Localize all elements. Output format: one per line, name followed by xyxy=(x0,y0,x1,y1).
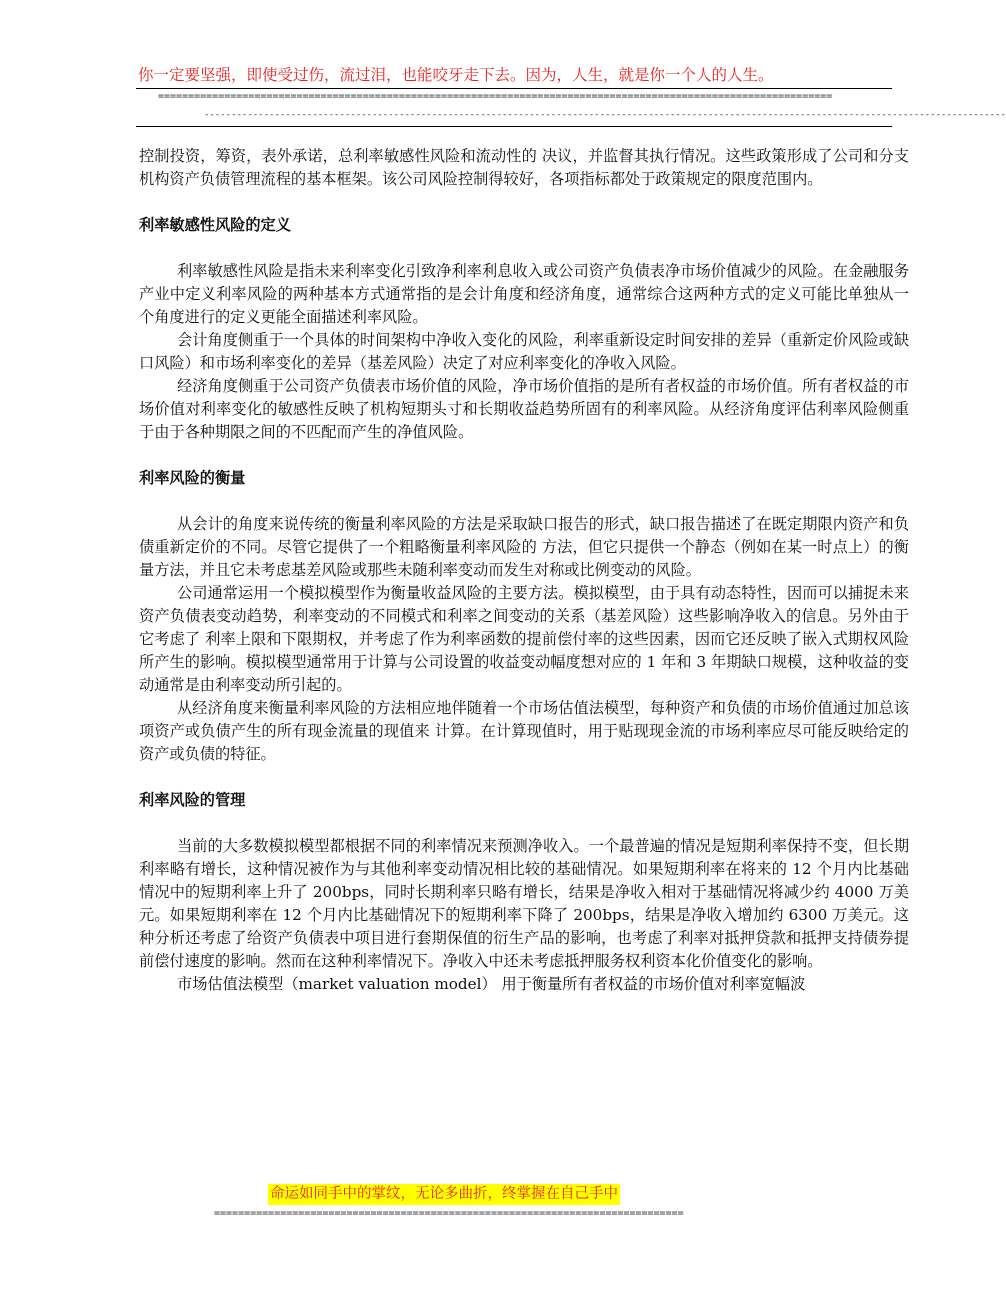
header-equals-divider: ================================================================================================================ xyxy=(158,91,833,102)
paragraph: 会计角度侧重于一个具体的时间架构中净收入变化的风险，利率重新设定时间安排的差异（重新定价风险或缺口风险）和市场利率变化的差异（基差风险）决定了对应利率变化的净收入风险。 xyxy=(139,331,909,372)
paragraph: 市场估值法模型（market valuation model） 用于衡量所有者权益的市场价值对利率宽幅波 xyxy=(177,975,806,993)
header-rule-top xyxy=(136,88,892,89)
header-rule-bottom xyxy=(136,126,892,127)
paragraph: 从经济角度来衡量利率风险的方法相应地伴随着一个市场估值法模型，每种资产和负债的市场价值通过加总该项资产或负债产生的所有现金流量的现值来 计算。在计算现值时，用于贴现现金流的市场利率应尽可能反映给定的资产或负债的特征。 xyxy=(139,699,909,763)
paragraph: 利率敏感性风险是指未来利率变化引致净利率利息收入或公司资产负债表净市场价值减少的风险。在金融服务产业中定义利率风险的两种基本方式通常指的是会计角度和经济角度，通常综合这两种方式的定义可能比单独从一个角度进行的定义更能全面描述利率风险。 xyxy=(139,262,909,326)
paragraph: 经济角度侧重于公司资产负债表市场价值的风险，净市场价值指的是所有者权益的市场价值。所有者权益的市场价值对利率变化的敏感性反映了机构短期头寸和长期收益趋势所固有的利率风险。从经济角度评估利率风险侧重于由于各种期限之间的不匹配而产生的净值风险。 xyxy=(139,377,909,441)
header-dash-divider: ---------------------------------------------------------------------------------------------------------------------------------------------------- xyxy=(204,110,1006,120)
paragraph: 从会计的角度来说传统的衡量利率风险的方法是采取缺口报告的形式，缺口报告描述了在既定期限内资产和负债重新定价的不同。尽管它提供了一个粗略衡量利率风险的 方法，但它只提供一个静态（例如在某一时点上）的衡量方法，并且它未考虑基差风险或那些未随利率变动而发生对称或比例变动的风险。 xyxy=(139,515,909,579)
paragraph: 公司通常运用一个模拟模型作为衡量收益风险的主要方法。模拟模型，由于具有动态特性，因而可以捕捉未来资产负债表变动趋势，利率变动的不同模式和利率之间变动的关系（基差风险）这些影响净收入的信息。另外由于它考虑了 利率上限和下限期权，并考虑了作为利率函数的提前偿付率的这些因素，因而它还反映了嵌入式期权风险所产生的影响。模拟模型通常用于计算与公司设置的收益变动幅度想对应的 1 年和 3 年期缺口规模，这种收益的变动通常是由利率变动所引起的。 xyxy=(139,584,909,694)
document-body xyxy=(139,145,909,996)
header-motto: 你一定要坚强，即使受过伤，流过泪，也能咬牙走下去。因为，人生，就是你一个人的人生。 xyxy=(138,66,774,84)
section-heading-definition: 利率敏感性风险的定义 xyxy=(139,216,291,234)
section-heading-management: 利率风险的管理 xyxy=(139,791,246,809)
paragraph-intro: 控制投资，筹资，表外承诺，总利率敏感性风险和流动性的 决议，并监督其执行情况。这些政策形成了公司和分支机构资产负债管理流程的基本框架。该公司风险控制得较好，各项指标都处于政策规定的限度范围内。 xyxy=(139,147,909,188)
footer-motto: 命运如同手中的掌纹，无论多曲折，终掌握在自己手中 xyxy=(268,1184,620,1205)
paragraph: 当前的大多数模拟模型都根据不同的利率情况来预测净收入。一个最普遍的情况是短期利率保持不变，但长期利率略有增长，这种情况被作为与其他利率变动情况相比较的基础情况。如果短期利率在将来的 12 个月内比基础情况中的短期利率上升了 200bps，同时长期利率只略有增长，结果是净收入相对于基础情况将减少约 4000 万美元。如果短期利率在 12 个月内比基础情况下的短期利率下降了 200bps，结果是净收入增加约 6300 万美元。这种分析还考虑了给资产负债表中项目进行套期保值的衍生产品的影响，也考虑了利率对抵押贷款和抵押支持债券提前偿付速度的影响。然而在这种利率情况下。净收入中还未考虑抵押服务权利资本化价值变化的影响。 xyxy=(139,837,909,970)
footer-equals-divider: ============================================================================== xyxy=(214,1208,684,1219)
section-heading-measurement: 利率风险的衡量 xyxy=(139,469,246,487)
